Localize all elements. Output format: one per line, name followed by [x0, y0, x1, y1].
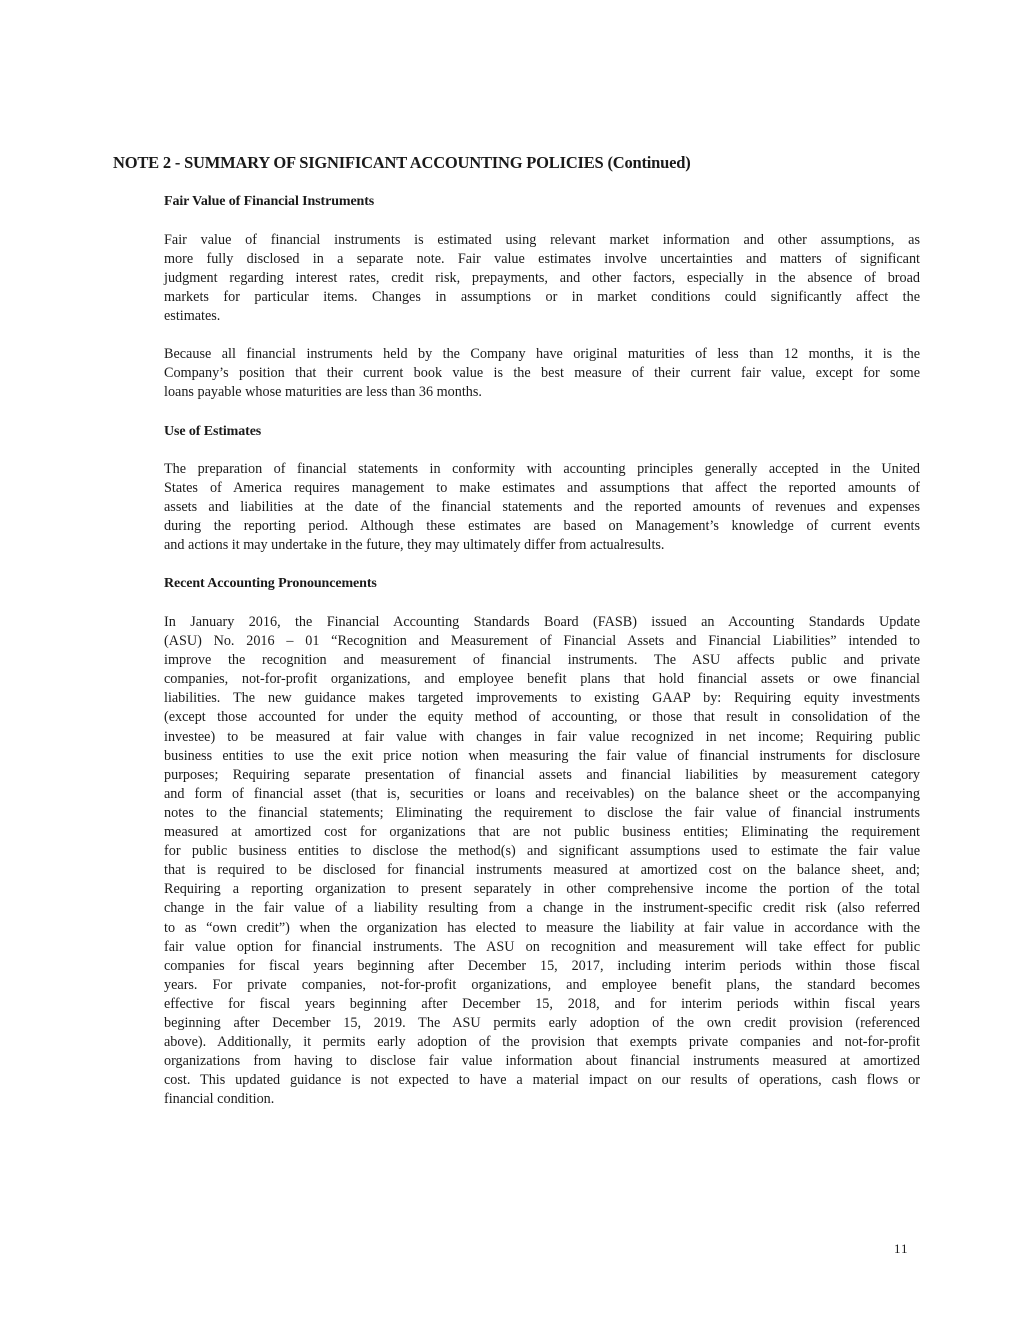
text-line: years. For private companies, not-for-profit organizations, and employee benefit plans, the standard becomes — [164, 976, 920, 993]
text-line: estimates. — [164, 308, 221, 325]
text-line: Fair value of financial instruments is estimated using relevant market information and other assumptions, as — [164, 232, 920, 248]
text-line: The preparation of financial statements in conformity with accounting principles generally accepted in the United — [164, 461, 920, 477]
paragraph-recent-pronouncements — [164, 613, 920, 1109]
section-heading-recent-pronouncements: Recent Accounting Pronouncements — [164, 576, 377, 591]
text-line: improve the recognition and measurement of financial instruments. The ASU affects public and private — [164, 652, 920, 669]
text-line: to as “own credit”) when the organization has elected to measure the liability at fair value in accordance with the — [164, 919, 920, 936]
text-line: (ASU) No. 2016 – 01 “Recognition and Measurement of Financial Assets and Financial Liabilities” intended to — [164, 633, 920, 650]
text-line: companies for fiscal years beginning after December 15, 2017, including interim periods within those fiscal — [164, 957, 920, 974]
text-line: beginning after December 15, 2019. The ASU permits early adoption of the own credit provision (referenced — [164, 1014, 920, 1031]
text-line: loans payable whose maturities are less than 36 months. — [164, 384, 482, 401]
text-line: investee) to be measured at fair value with changes in fair value recognized in net income; Requiring public — [164, 728, 920, 745]
note-title: NOTE 2 - SUMMARY OF SIGNIFICANT ACCOUNTING POLICIES (Continued) — [113, 153, 691, 172]
paragraph-use-of-estimates — [164, 460, 920, 555]
text-line: more fully disclosed in a separate note. Fair value estimates involve uncertainties and matters of significant — [164, 251, 920, 268]
text-line: fair value option for financial instruments. The ASU on recognition and measurement will take effect for public — [164, 938, 920, 955]
text-line: measured at amortized cost for organizations that are not public business entities; Eliminating the requirement — [164, 824, 920, 841]
text-line: organizations from having to disclose fair value information about financial instruments measured at amortized — [164, 1053, 920, 1070]
text-line: markets for particular items. Changes in assumptions or in market conditions could significantly affect the — [164, 289, 920, 306]
text-line: liabilities. The new guidance makes targeted improvements to existing GAAP by: Requiring equity investments — [164, 690, 920, 707]
text-line: Company’s position that their current book value is the best measure of their current fair value, except for some — [164, 365, 920, 382]
text-line: Requiring a reporting organization to present separately in other comprehensive income the portion of the total — [164, 881, 920, 898]
text-line: purposes; Requiring separate presentation of financial assets and financial liabilities by measurement category — [164, 766, 920, 783]
paragraph-fair-value-2 — [164, 345, 920, 402]
text-line: In January 2016, the Financial Accounting Standards Board (FASB) issued an Accounting Standards Update — [164, 614, 920, 630]
text-line: cost. This updated guidance is not expected to have a material impact on our results of operations, cash flows or — [164, 1072, 920, 1089]
section-heading-use-of-estimates: Use of Estimates — [164, 424, 262, 439]
text-line: that is required to be disclosed for financial instruments measured at amortized cost on the balance sheet, and; — [164, 862, 920, 879]
text-line: effective for fiscal years beginning after December 15, 2018, and for interim periods within fiscal years — [164, 995, 920, 1012]
text-line: financial condition. — [164, 1091, 275, 1108]
text-line: for public business entities to disclose the method(s) and significant assumptions used to estimate the fair value — [164, 843, 920, 860]
text-line: assets and liabilities at the date of the financial statements and the reported amounts of revenues and expenses — [164, 499, 920, 516]
text-line: Because all financial instruments held by the Company have original maturities of less than 12 months, it is the — [164, 346, 920, 362]
text-line: above). Additionally, it permits early adoption of the provision that exempts private companies and not-for-profit — [164, 1034, 920, 1051]
paragraph-fair-value-1 — [164, 231, 920, 326]
section-heading-fair-value: Fair Value of Financial Instruments — [164, 194, 375, 209]
text-line: and actions it may undertake in the future, they may ultimately differ from actualresults. — [164, 537, 665, 554]
text-line: during the reporting period. Although these estimates are based on Management’s knowledge of current events — [164, 518, 920, 535]
text-line: notes to the financial statements; Eliminating the requirement to disclose the fair value of financial instruments — [164, 804, 920, 821]
text-line: (except those accounted for under the equity method of accounting, or those that result in consolidation of the — [164, 709, 920, 726]
text-line: change in the fair value of a liability resulting from a change in the instrument-specific credit risk (also referred — [164, 900, 920, 917]
text-line: business entities to use the exit price notion when measuring the fair value of financial instruments for disclosure — [164, 747, 920, 764]
text-line: companies, not-for-profit organizations, and employee benefit plans that hold financial assets or owe financial — [164, 671, 920, 688]
text-line: and form of financial asset (that is, securities or loans and receivables) on the balance sheet or the accompanying — [164, 785, 920, 802]
text-line: States of America requires management to make estimates and assumptions that affect the reported amounts of — [164, 480, 920, 497]
page-number: 11 — [894, 1241, 909, 1256]
text-line: judgment regarding interest rates, credit risk, prepayments, and other factors, especially in the absence of broad — [164, 270, 920, 287]
